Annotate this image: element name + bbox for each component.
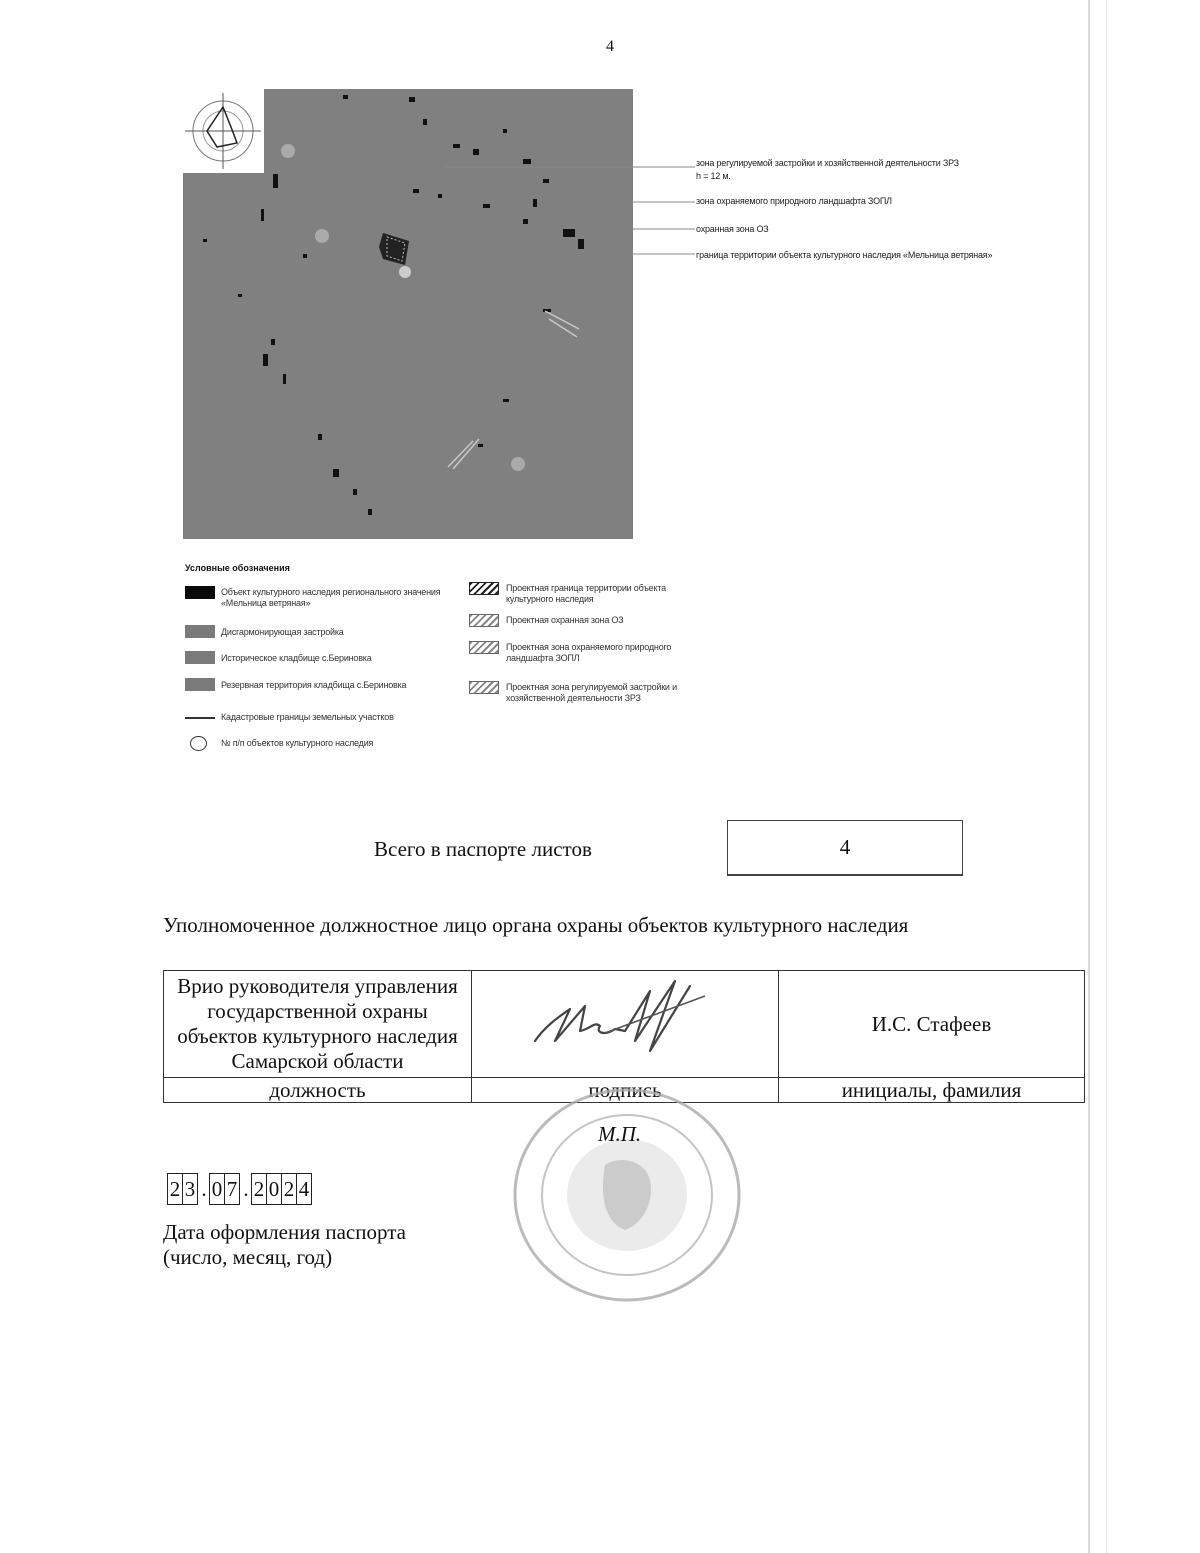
- legend-item-object-numbers: № п/п объектов культурного наследия: [221, 738, 374, 748]
- date-day-digit: 3: [182, 1173, 198, 1205]
- legend-swatch-project-zopl: [469, 641, 499, 654]
- legend-item-project-zrz: Проектная зона регулируемой застройки и хозяйственной деятельности ЗРЗ: [506, 682, 677, 703]
- date-separator: .: [201, 1177, 207, 1201]
- official-seal-stamp: [510, 1085, 745, 1305]
- sheets-count-box: [727, 820, 963, 876]
- legend-swatch-number-circle: [190, 736, 207, 751]
- legend-item-reserve-cemetery: Резервная территория кладбища с.Бериновка: [221, 680, 407, 690]
- scan-edge-line: [1088, 0, 1090, 1553]
- legend-swatch-cadastral-line: [185, 717, 215, 719]
- legend-swatch-project-boundary: [469, 582, 499, 595]
- date-separator: .: [243, 1177, 249, 1201]
- callout-oz: охранная зона ОЗ: [696, 224, 769, 234]
- date-year-digit: 2: [281, 1173, 297, 1205]
- legend-swatch-reserve-cemetery: [185, 678, 215, 691]
- caption-position: должность: [164, 1078, 472, 1103]
- compass-rose-icon: [185, 93, 261, 169]
- signature-cell: [472, 971, 779, 1078]
- date-year-digit: 2: [251, 1173, 267, 1205]
- authority-line: Уполномоченное должностное лицо органа охраны объектов культурного наследия: [163, 913, 909, 937]
- position-line: государственной охраны: [207, 999, 428, 1023]
- signature-table: [163, 970, 1085, 1103]
- map-callout-leaders: [420, 150, 700, 260]
- legend-title: Условные обозначения: [185, 563, 290, 573]
- legend-swatch-heritage-object: [185, 586, 215, 599]
- legend-item-project-oz: Проектная охранная зона ОЗ: [506, 615, 624, 625]
- sheets-count-label: Всего в паспорте листов: [374, 837, 592, 861]
- legend-item-cadastral: Кадастровые границы земельных участков: [221, 712, 394, 722]
- date-month-digit: 7: [224, 1173, 240, 1205]
- legend-item-historic-cemetery: Историческое кладбище с.Бериновка: [221, 653, 372, 663]
- date-year-digit: 4: [296, 1173, 312, 1205]
- stamp-place-label: М.П.: [598, 1122, 642, 1146]
- sheets-count-value: 4: [839, 835, 851, 859]
- date-day-digit: 2: [167, 1173, 183, 1205]
- date-year-digit: 0: [266, 1173, 282, 1205]
- caption-name: инициалы, фамилия: [779, 1078, 1085, 1103]
- legend-swatch-historic-cemetery: [185, 651, 215, 664]
- scan-edge-line-secondary: [1106, 0, 1107, 1553]
- legend-item-project-zopl: Проектная зона охраняемого природного ландшафта ЗОПЛ: [506, 642, 672, 663]
- date-caption-line1: Дата оформления паспорта: [163, 1220, 406, 1244]
- legend-swatch-project-zrz: [469, 681, 499, 694]
- handwritten-signature: [475, 971, 775, 1071]
- caption-signature: подпись: [472, 1078, 779, 1103]
- legend-item-heritage-object: Объект культурного наследия регионального значения «Мельница ветряная»: [221, 587, 441, 608]
- legend-swatch-project-oz: [469, 614, 499, 627]
- position-line: Самарской области: [231, 1049, 404, 1073]
- legend-item-disharmonious: Дисгармонирующая застройка: [221, 627, 344, 637]
- date-caption-line2: (число, месяц, год): [163, 1245, 333, 1269]
- position-cell: [164, 971, 472, 1078]
- page-number: 4: [606, 38, 614, 55]
- legend-swatch-disharmonious: [185, 625, 215, 638]
- callout-territory-boundary: граница территории объекта культурного наследия «Мельница ветряная»: [696, 250, 993, 260]
- signatory-name: И.С. Стафеев: [871, 1011, 992, 1036]
- date-caption: [163, 1220, 406, 1270]
- callout-zrz: зона регулируемой застройки и хозяйственной деятельности ЗРЗ: [696, 158, 959, 168]
- legend-item-project-boundary: Проектная граница территории объекта культурного наследия: [506, 583, 666, 604]
- position-line: Врио руководителя управления: [177, 974, 458, 998]
- callout-zopl: зона охраняемого природного ландшафта ЗОПЛ: [696, 196, 892, 206]
- callout-zrz-height: h = 12 м.: [696, 171, 731, 181]
- date-boxes: [168, 1173, 312, 1205]
- position-line: объектов культурного наследия: [177, 1024, 458, 1048]
- name-cell: [779, 971, 1085, 1078]
- date-month-digit: 0: [209, 1173, 225, 1205]
